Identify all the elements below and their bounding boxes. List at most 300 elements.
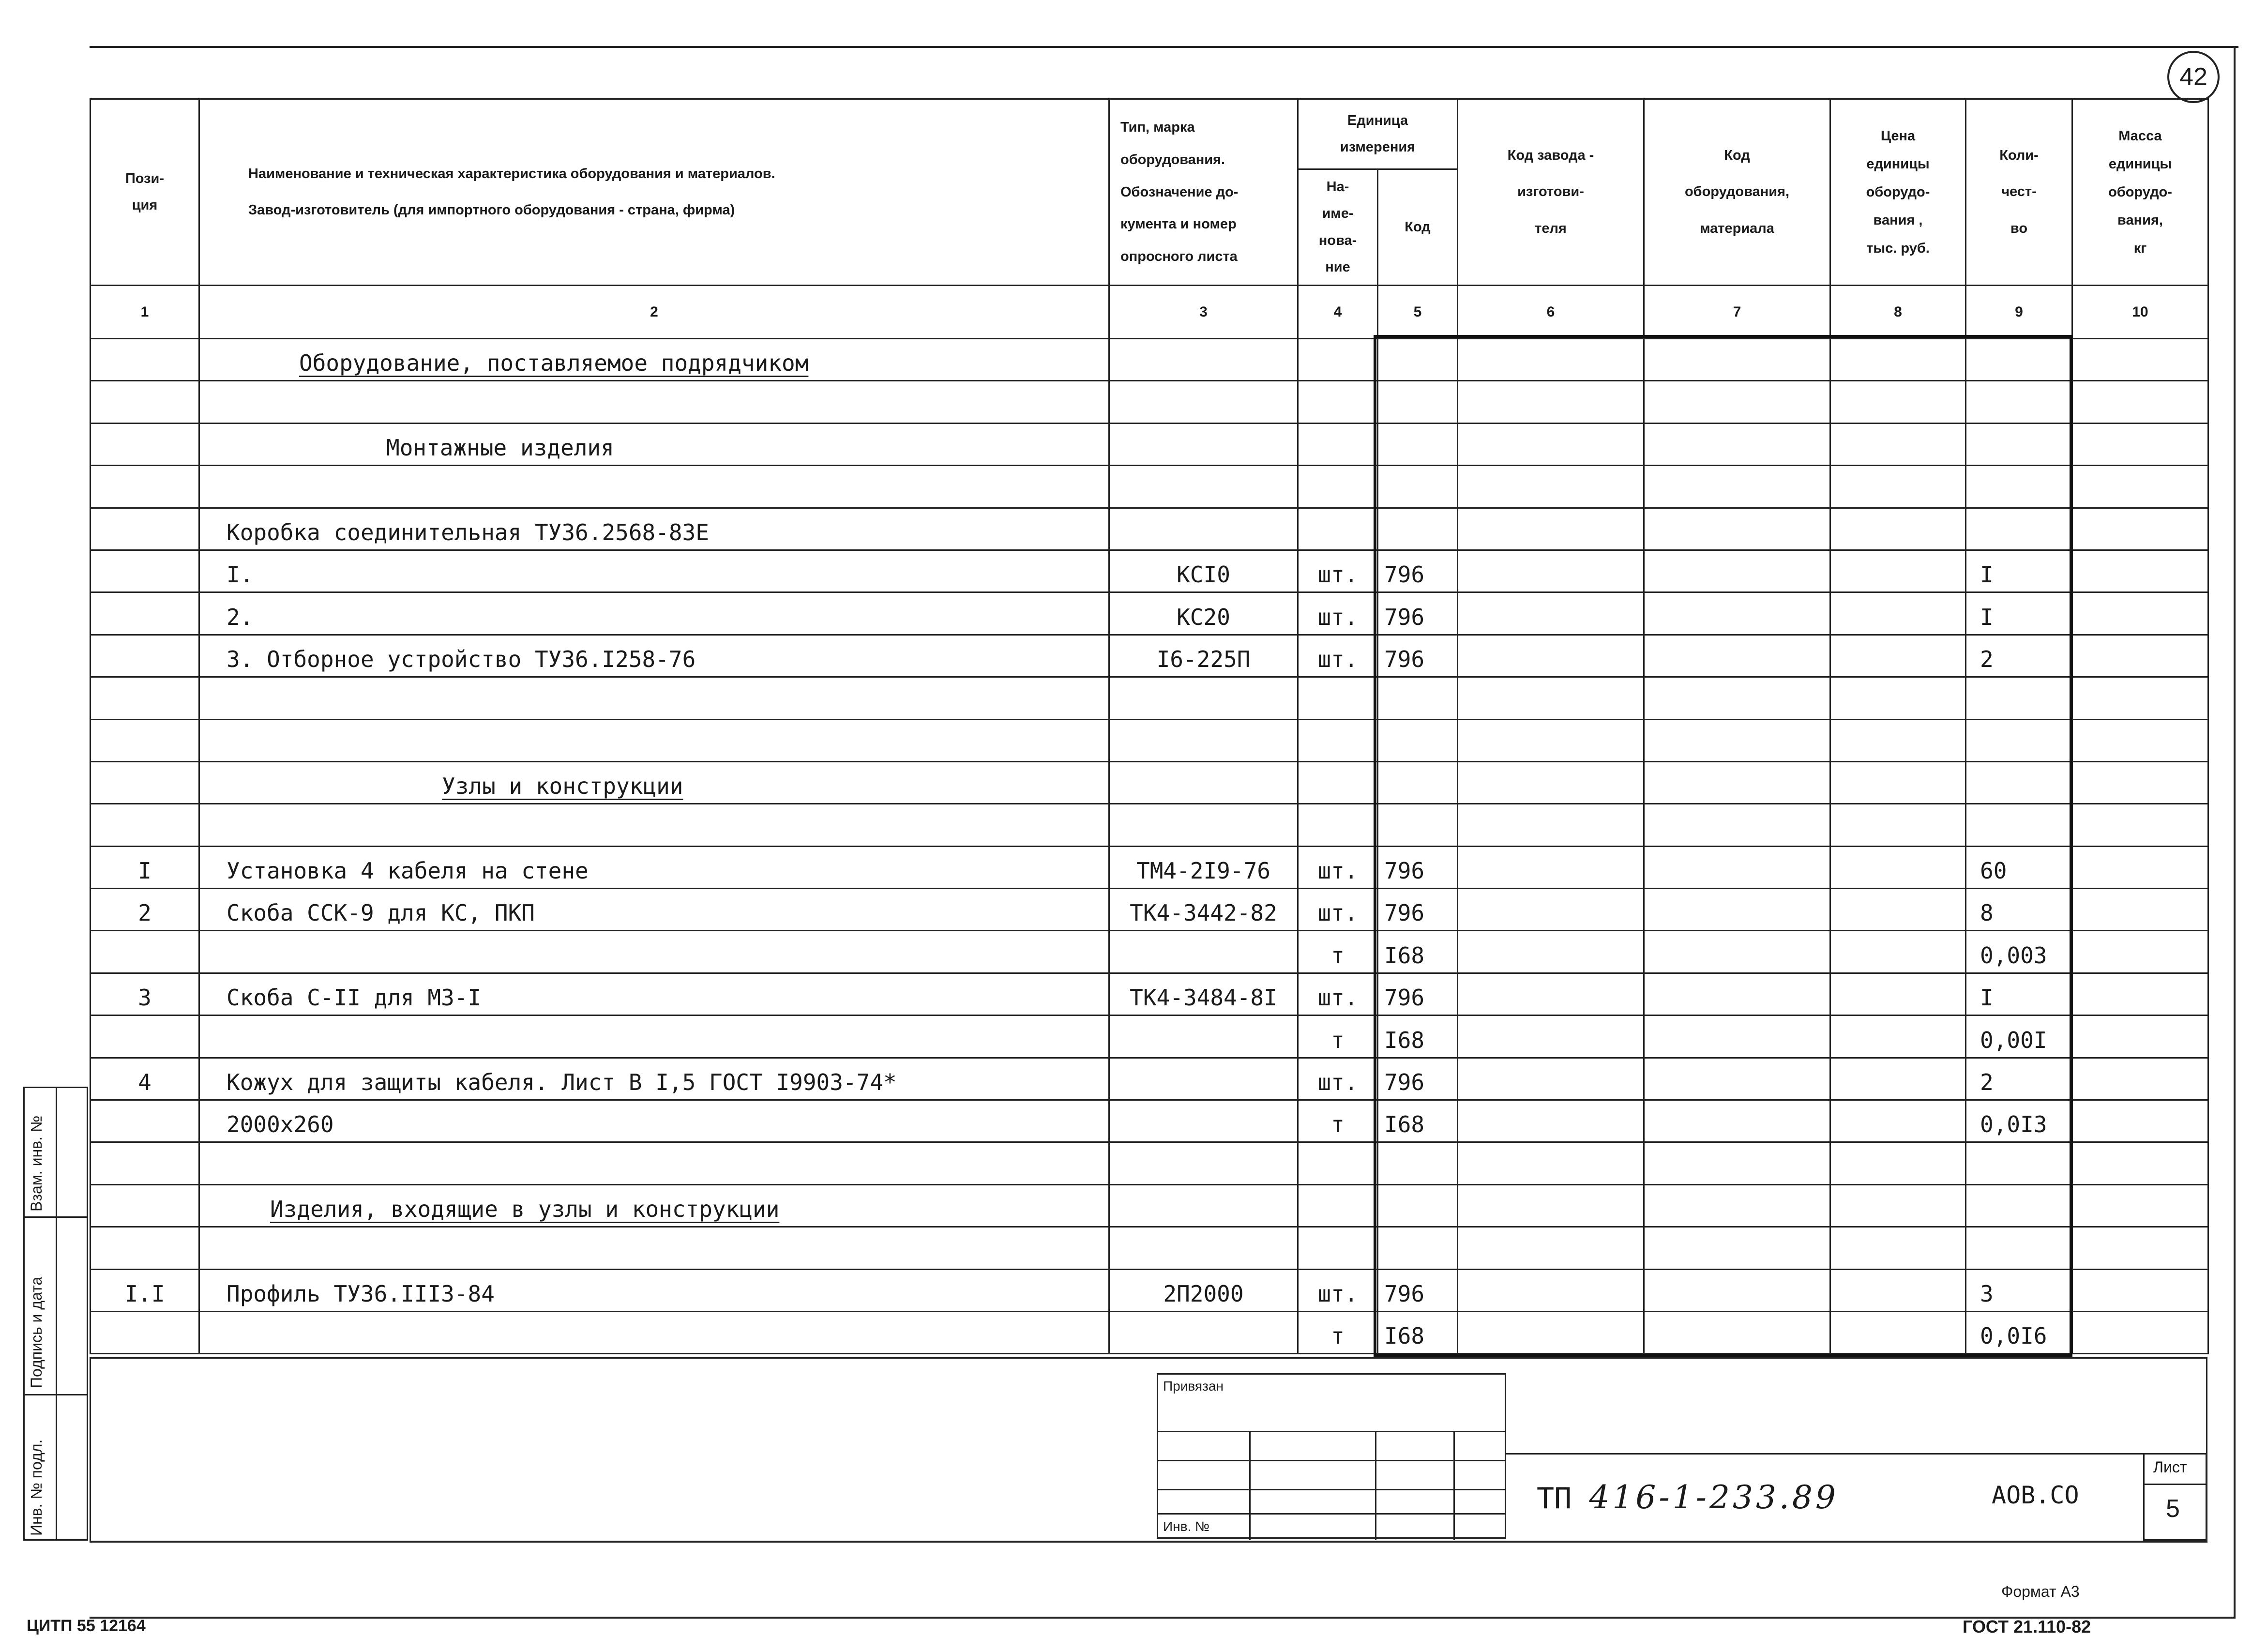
table-row xyxy=(91,973,2208,1015)
side-stamp-instead-inv: Взам. инв. № xyxy=(28,1115,45,1212)
row-unit-code xyxy=(1378,466,1458,508)
row-unit-code xyxy=(1378,381,1458,423)
row-unit-code xyxy=(1378,339,1458,381)
row-position xyxy=(91,931,199,973)
document-number: 416-1-233.89 xyxy=(1589,1479,1839,1516)
row-unit: шт. xyxy=(1298,550,1378,592)
row-quantity: 8 xyxy=(1966,889,2072,931)
row-mass xyxy=(2072,592,2208,635)
row-price xyxy=(1830,1058,1966,1100)
row-unit xyxy=(1298,719,1378,761)
row-quantity xyxy=(1966,804,2072,846)
column-number: 3 xyxy=(1109,286,1298,339)
row-price xyxy=(1830,1311,1966,1353)
row-factory-code xyxy=(1458,423,1644,465)
row-name xyxy=(199,761,1109,803)
row-name xyxy=(199,423,1109,465)
row-unit-code xyxy=(1378,761,1458,803)
row-unit-code: 796 xyxy=(1378,1058,1458,1100)
header-factory-code xyxy=(1458,99,1644,286)
specification-body xyxy=(91,286,2208,1354)
row-quantity xyxy=(1966,508,2072,550)
row-factory-code xyxy=(1458,635,1644,677)
row-quantity: 3 xyxy=(1966,1269,2072,1311)
document-mark: АОВ.СО xyxy=(1992,1481,2079,1509)
table-row xyxy=(91,423,2208,465)
row-unit xyxy=(1298,677,1378,719)
row-type: ТК4-3484-8I xyxy=(1109,973,1298,1015)
row-price xyxy=(1830,1100,1966,1142)
column-number: 1 xyxy=(91,286,199,339)
side-stamp-sign-date: Подпись и дата xyxy=(28,1276,45,1388)
row-position xyxy=(91,1100,199,1142)
row-factory-code xyxy=(1458,931,1644,973)
header-unit-code xyxy=(1378,169,1458,286)
header-unit-group xyxy=(1298,99,1458,169)
row-name: Кожух для защиты кабеля. Лист В I,5 ГОСТ I9903-74* xyxy=(199,1058,1109,1100)
row-position xyxy=(91,804,199,846)
row-unit-code xyxy=(1378,423,1458,465)
row-unit: шт. xyxy=(1298,973,1378,1015)
row-unit-code xyxy=(1378,1227,1458,1269)
row-type xyxy=(1109,677,1298,719)
row-quantity xyxy=(1966,381,2072,423)
row-factory-code xyxy=(1458,1058,1644,1100)
row-equipment-code xyxy=(1644,1100,1830,1142)
row-type xyxy=(1109,1311,1298,1353)
column-number: 8 xyxy=(1830,286,1966,339)
header-position-text: Пози- ция xyxy=(125,170,165,213)
row-mass xyxy=(2072,804,2208,846)
row-equipment-code xyxy=(1644,677,1830,719)
table-row xyxy=(91,931,2208,973)
row-quantity: 0,0I3 xyxy=(1966,1100,2072,1142)
row-unit-code: I68 xyxy=(1378,1015,1458,1058)
row-mass xyxy=(2072,381,2208,423)
row-factory-code xyxy=(1458,1269,1644,1311)
row-equipment-code xyxy=(1644,1058,1830,1100)
row-factory-code xyxy=(1458,973,1644,1015)
row-unit-code: 796 xyxy=(1378,846,1458,888)
printer-code: ЦИТП 55 12164 xyxy=(27,1617,146,1635)
row-unit-code: 796 xyxy=(1378,889,1458,931)
row-equipment-code xyxy=(1644,381,1830,423)
row-name: Скоба ССК-9 для КС, ПКП xyxy=(199,889,1109,931)
row-unit-code xyxy=(1378,1142,1458,1184)
row-quantity: I xyxy=(1966,592,2072,635)
title-block-line xyxy=(1506,1453,2174,1455)
row-quantity xyxy=(1966,1184,2072,1227)
row-equipment-code xyxy=(1644,1142,1830,1184)
row-equipment-code xyxy=(1644,1269,1830,1311)
side-stamp-divider xyxy=(25,1216,87,1218)
row-factory-code xyxy=(1458,804,1644,846)
row-factory-code xyxy=(1458,1015,1644,1058)
row-quantity: 60 xyxy=(1966,846,2072,888)
row-price xyxy=(1830,761,1966,803)
sheet-box xyxy=(2143,1453,2207,1541)
row-mass xyxy=(2072,846,2208,888)
row-equipment-code xyxy=(1644,508,1830,550)
row-name xyxy=(199,804,1109,846)
row-unit: шт. xyxy=(1298,1058,1378,1100)
sheet-label: Лист xyxy=(2153,1458,2187,1476)
row-price xyxy=(1830,846,1966,888)
header-quantity-text: Коли- чест- во xyxy=(1999,147,2039,236)
frame-top-line xyxy=(90,46,2238,48)
row-factory-code xyxy=(1458,339,1644,381)
row-unit: т xyxy=(1298,1311,1378,1353)
row-unit xyxy=(1298,423,1378,465)
row-unit-code xyxy=(1378,1184,1458,1227)
table-row xyxy=(91,592,2208,635)
row-quantity xyxy=(1966,1142,2072,1184)
table-row xyxy=(91,635,2208,677)
table-row xyxy=(91,1311,2208,1353)
row-unit: т xyxy=(1298,1015,1378,1058)
side-stamp xyxy=(23,1087,88,1541)
row-position xyxy=(91,1184,199,1227)
row-price xyxy=(1830,973,1966,1015)
row-equipment-code xyxy=(1644,550,1830,592)
bound-to-line xyxy=(1453,1431,1455,1540)
row-position xyxy=(91,761,199,803)
row-price xyxy=(1830,592,1966,635)
row-type: ТМ4-2I9-76 xyxy=(1109,846,1298,888)
row-name xyxy=(199,931,1109,973)
row-unit: шт. xyxy=(1298,592,1378,635)
row-quantity: I xyxy=(1966,973,2072,1015)
row-position xyxy=(91,1142,199,1184)
side-stamp-inv-orig: Инв. № подл. xyxy=(28,1439,45,1536)
row-type xyxy=(1109,1015,1298,1058)
header-price-text: Цена единицы оборудо- вания , тыс. руб. xyxy=(1866,128,1930,256)
row-unit xyxy=(1298,339,1378,381)
row-name xyxy=(199,1311,1109,1353)
table-row xyxy=(91,381,2208,423)
row-name xyxy=(199,381,1109,423)
row-price xyxy=(1830,466,1966,508)
row-factory-code xyxy=(1458,550,1644,592)
row-price xyxy=(1830,677,1966,719)
row-unit-code xyxy=(1378,719,1458,761)
row-quantity xyxy=(1966,466,2072,508)
row-factory-code xyxy=(1458,889,1644,931)
row-factory-code xyxy=(1458,846,1644,888)
row-quantity: I xyxy=(1966,550,2072,592)
row-position xyxy=(91,381,199,423)
row-equipment-code xyxy=(1644,973,1830,1015)
row-position xyxy=(91,508,199,550)
bound-to-line xyxy=(1158,1489,1505,1490)
header-price xyxy=(1830,99,1966,286)
row-type xyxy=(1109,339,1298,381)
column-number: 7 xyxy=(1644,286,1830,339)
header-factory-code-text: Код завода - изготови- теля xyxy=(1507,147,1594,236)
row-unit-code xyxy=(1378,508,1458,550)
row-position xyxy=(91,339,199,381)
row-quantity: 0,0I6 xyxy=(1966,1311,2072,1353)
sheet-box-divider xyxy=(2145,1484,2206,1485)
table-row xyxy=(91,339,2208,381)
row-price xyxy=(1830,635,1966,677)
row-unit-code: 796 xyxy=(1378,550,1458,592)
header-unit-name xyxy=(1298,169,1378,286)
row-unit xyxy=(1298,1184,1378,1227)
header-quantity xyxy=(1966,99,2072,286)
row-unit xyxy=(1298,508,1378,550)
row-name xyxy=(199,719,1109,761)
row-unit xyxy=(1298,1227,1378,1269)
row-quantity: 0,003 xyxy=(1966,931,2072,973)
table-row xyxy=(91,761,2208,803)
row-factory-code xyxy=(1458,1142,1644,1184)
row-mass xyxy=(2072,508,2208,550)
section-heading: Изделия, входящие в узлы и конструкции xyxy=(270,1196,780,1223)
row-unit xyxy=(1298,1142,1378,1184)
row-price xyxy=(1830,550,1966,592)
row-equipment-code xyxy=(1644,804,1830,846)
row-name xyxy=(199,1184,1109,1227)
column-number: 4 xyxy=(1298,286,1378,339)
row-type: КСI0 xyxy=(1109,550,1298,592)
row-position xyxy=(91,1227,199,1269)
row-mass xyxy=(2072,973,2208,1015)
row-price xyxy=(1830,804,1966,846)
row-unit-code: I68 xyxy=(1378,1100,1458,1142)
sheet-circle-number: 42 xyxy=(2167,51,2220,103)
row-type xyxy=(1109,1142,1298,1184)
bound-to-label: Привязан xyxy=(1163,1379,1224,1394)
row-unit-code: I68 xyxy=(1378,931,1458,973)
row-position xyxy=(91,466,199,508)
row-name: Скоба С-II для МЗ-I xyxy=(199,973,1109,1015)
row-mass xyxy=(2072,1269,2208,1311)
row-equipment-code xyxy=(1644,846,1830,888)
row-type xyxy=(1109,423,1298,465)
row-position xyxy=(91,550,199,592)
row-type xyxy=(1109,508,1298,550)
row-unit xyxy=(1298,466,1378,508)
row-equipment-code xyxy=(1644,635,1830,677)
column-number: 2 xyxy=(199,286,1109,339)
row-unit-code: I68 xyxy=(1378,1311,1458,1353)
row-factory-code xyxy=(1458,677,1644,719)
row-unit: шт. xyxy=(1298,1269,1378,1311)
row-unit-code xyxy=(1378,804,1458,846)
row-equipment-code xyxy=(1644,466,1830,508)
row-price xyxy=(1830,889,1966,931)
row-position: I xyxy=(91,846,199,888)
row-type xyxy=(1109,1227,1298,1269)
row-price xyxy=(1830,1269,1966,1311)
row-unit: шт. xyxy=(1298,846,1378,888)
frame-right-line xyxy=(2234,46,2236,1617)
header-type xyxy=(1109,99,1298,286)
row-name: Коробка соединительная ТУ36.2568-83Е xyxy=(199,508,1109,550)
header-mass xyxy=(2072,99,2208,286)
column-number: 5 xyxy=(1378,286,1458,339)
column-number-row xyxy=(91,286,2208,339)
sheet-number: 5 xyxy=(2166,1495,2180,1523)
row-unit: т xyxy=(1298,931,1378,973)
header-unit-group-text: Единица измерения xyxy=(1340,112,1416,155)
row-quantity xyxy=(1966,677,2072,719)
footer-divider xyxy=(90,1357,2207,1359)
header-position xyxy=(91,99,199,286)
row-mass xyxy=(2072,1058,2208,1100)
column-number: 10 xyxy=(2072,286,2208,339)
row-mass xyxy=(2072,889,2208,931)
row-name xyxy=(199,466,1109,508)
table-row xyxy=(91,889,2208,931)
row-type xyxy=(1109,381,1298,423)
header-name xyxy=(199,99,1109,286)
format-note: Формат А3 xyxy=(2001,1583,2080,1600)
document-designation xyxy=(1537,1479,1839,1516)
row-factory-code xyxy=(1458,466,1644,508)
row-position xyxy=(91,423,199,465)
footer-bottom-line xyxy=(90,1541,2207,1543)
row-quantity xyxy=(1966,719,2072,761)
row-equipment-code xyxy=(1644,592,1830,635)
table-row xyxy=(91,1058,2208,1100)
row-factory-code xyxy=(1458,1100,1644,1142)
row-equipment-code xyxy=(1644,1015,1830,1058)
table-row xyxy=(91,719,2208,761)
row-equipment-code xyxy=(1644,1311,1830,1353)
row-factory-code xyxy=(1458,1311,1644,1353)
row-price xyxy=(1830,1227,1966,1269)
row-position xyxy=(91,1311,199,1353)
row-price xyxy=(1830,719,1966,761)
header-mass-text: Масса единицы оборудо- вания, кг xyxy=(2108,128,2172,256)
row-equipment-code xyxy=(1644,339,1830,381)
row-quantity xyxy=(1966,1227,2072,1269)
section-heading: Монтажные изделия xyxy=(386,435,614,461)
row-type: ТК4-3442-82 xyxy=(1109,889,1298,931)
row-type xyxy=(1109,804,1298,846)
row-mass xyxy=(2072,1311,2208,1353)
row-mass xyxy=(2072,1142,2208,1184)
row-price xyxy=(1830,339,1966,381)
row-name: Профиль ТУ36.III3-84 xyxy=(199,1269,1109,1311)
row-name: I. xyxy=(199,550,1109,592)
row-type: КС20 xyxy=(1109,592,1298,635)
row-mass xyxy=(2072,550,2208,592)
row-quantity xyxy=(1966,761,2072,803)
standard-reference: ГОСТ 21.110-82 xyxy=(1963,1617,2091,1637)
table-row xyxy=(91,1269,2208,1311)
row-factory-code xyxy=(1458,381,1644,423)
table-row xyxy=(91,1100,2208,1142)
row-mass xyxy=(2072,1100,2208,1142)
side-stamp-divider xyxy=(25,1394,87,1395)
row-factory-code xyxy=(1458,761,1644,803)
bound-to-line xyxy=(1375,1431,1376,1540)
row-factory-code xyxy=(1458,508,1644,550)
row-unit: т xyxy=(1298,1100,1378,1142)
row-name xyxy=(199,1015,1109,1058)
row-type xyxy=(1109,1058,1298,1100)
row-equipment-code xyxy=(1644,931,1830,973)
table-row xyxy=(91,1184,2208,1227)
row-position: 3 xyxy=(91,973,199,1015)
row-type: 2П2000 xyxy=(1109,1269,1298,1311)
row-unit: шт. xyxy=(1298,635,1378,677)
row-type xyxy=(1109,1184,1298,1227)
row-mass xyxy=(2072,339,2208,381)
row-quantity: 0,00I xyxy=(1966,1015,2072,1058)
row-unit-code: 796 xyxy=(1378,635,1458,677)
column-number: 9 xyxy=(1966,286,2072,339)
row-type xyxy=(1109,466,1298,508)
table-row xyxy=(91,1015,2208,1058)
row-position xyxy=(91,1015,199,1058)
frame-bottom-line xyxy=(90,1617,2236,1619)
row-factory-code xyxy=(1458,719,1644,761)
header-unit-code-text: Код xyxy=(1405,219,1431,235)
row-unit-code: 796 xyxy=(1378,592,1458,635)
footer-left-line xyxy=(90,1357,91,1541)
row-mass xyxy=(2072,423,2208,465)
row-name xyxy=(199,677,1109,719)
header-name-text: Наименование и техническая характеристика оборудования и материалов. Завод-изготовитель (для импортного оборудования - страна, фирма) xyxy=(248,166,775,218)
row-equipment-code xyxy=(1644,1227,1830,1269)
row-mass xyxy=(2072,1227,2208,1269)
table-row xyxy=(91,677,2208,719)
row-name: 2000x260 xyxy=(199,1100,1109,1142)
row-name xyxy=(199,1142,1109,1184)
column-number: 6 xyxy=(1458,286,1644,339)
row-position xyxy=(91,635,199,677)
row-mass xyxy=(2072,1184,2208,1227)
document-prefix: ТП xyxy=(1537,1482,1572,1516)
row-unit-code: 796 xyxy=(1378,1269,1458,1311)
row-unit xyxy=(1298,804,1378,846)
row-price xyxy=(1830,381,1966,423)
row-position: 4 xyxy=(91,1058,199,1100)
row-name xyxy=(199,339,1109,381)
header-type-text: Тип, марка оборудования. Обозначение до- кумента и номер опросного листа xyxy=(1120,120,1239,265)
row-factory-code xyxy=(1458,1227,1644,1269)
row-type: I6-225П xyxy=(1109,635,1298,677)
row-unit xyxy=(1298,761,1378,803)
row-price xyxy=(1830,508,1966,550)
side-stamp-divider xyxy=(56,1088,57,1539)
row-price xyxy=(1830,1142,1966,1184)
row-price xyxy=(1830,1184,1966,1227)
section-heading: Оборудование, поставляемое подрядчиком xyxy=(299,350,809,377)
row-equipment-code xyxy=(1644,889,1830,931)
row-position: I.I xyxy=(91,1269,199,1311)
row-type xyxy=(1109,719,1298,761)
row-name xyxy=(199,1227,1109,1269)
row-price xyxy=(1830,1015,1966,1058)
row-unit xyxy=(1298,381,1378,423)
row-name: 3. Отборное устройство ТУ36.I258-76 xyxy=(199,635,1109,677)
row-equipment-code xyxy=(1644,1184,1830,1227)
row-position: 2 xyxy=(91,889,199,931)
row-position xyxy=(91,719,199,761)
specification-table xyxy=(90,98,2209,1354)
row-mass xyxy=(2072,677,2208,719)
table-row xyxy=(91,550,2208,592)
bound-to-line xyxy=(1158,1431,1505,1432)
row-mass xyxy=(2072,931,2208,973)
row-position xyxy=(91,592,199,635)
row-mass xyxy=(2072,635,2208,677)
